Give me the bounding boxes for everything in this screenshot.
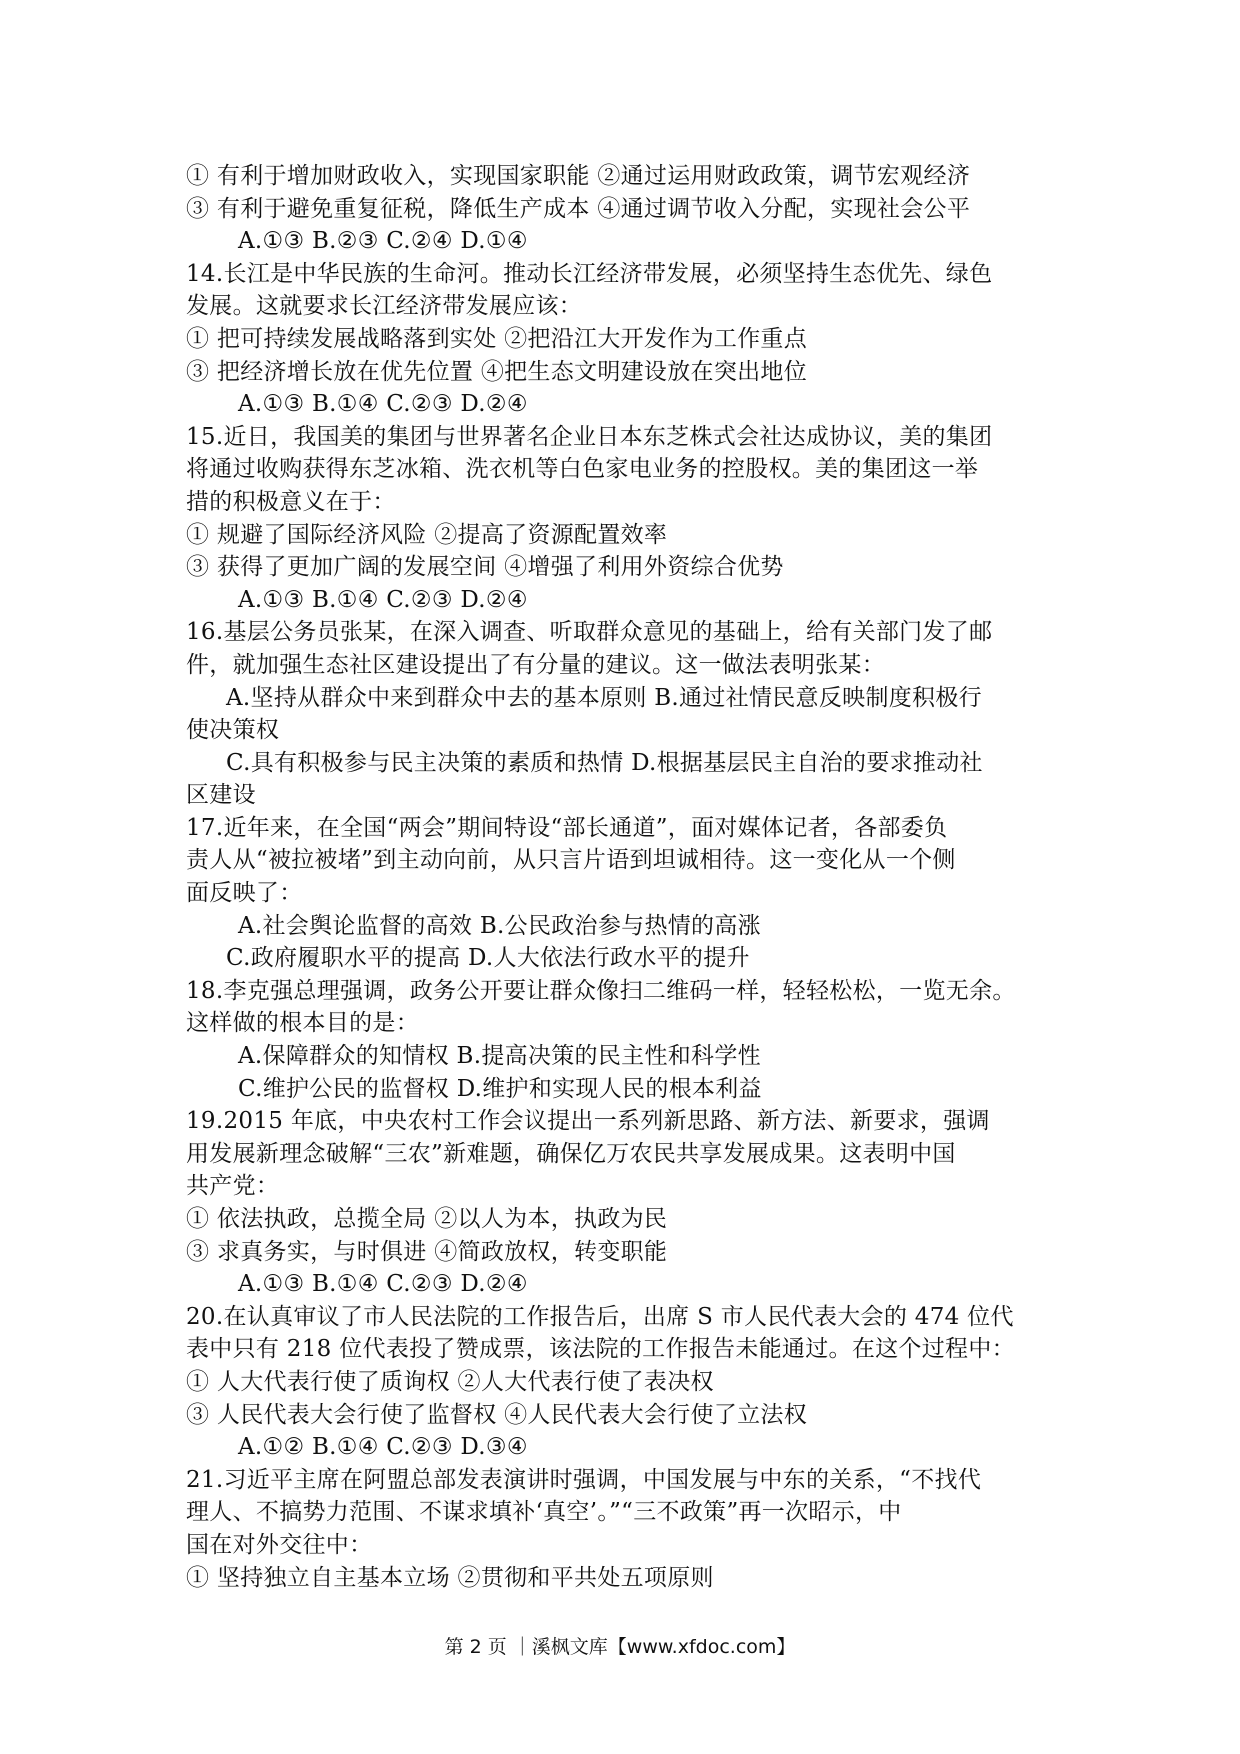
question-21-item-1: ① 坚持独立自主基本立场 ②贯彻和平共处五项原则 (186, 1564, 714, 1591)
question-16-option-cd-cont: 区建设 (186, 782, 256, 809)
question-19-cont-2: 共产党： (186, 1173, 280, 1200)
text-line-1: ① 有利于增加财政收入，实现国家职能 ②通过运用财政政策，调节宏观经济 (186, 163, 971, 189)
question-19-item-1: ① 依法执政，总揽全局 ②以人为本，执政为民 (186, 1206, 668, 1232)
question-14: 14.长江是中华民族的生命河。推动长江经济带发展，必须坚持生态优先、绿色 (186, 260, 993, 287)
question-20-cont: 表中只有 218 位代表投了赞成票，该法院的工作报告未能通过。在这个过程中： (186, 1336, 1015, 1363)
question-19-item-2: ③ 求真务实，与时俱进 ④简政放权，转变职能 (186, 1238, 668, 1265)
question-20: 20.在认真审议了市人民法院的工作报告后，出席 S 市人民代表大会的 474 位代 (186, 1303, 1014, 1330)
question-17-option-ab: A.社会舆论监督的高效 B.公民政治参与热情的高涨 (238, 912, 761, 939)
question-21-cont-1: 理人、不搞势力范围、不谋求填补‘真空’。”“三不政策”再一次昭示，中 (186, 1499, 902, 1526)
question-18-cont: 这样做的根本目的是： (186, 1010, 419, 1037)
question-16-cont: 件，就加强生态社区建设提出了有分量的建议。这一做法表明张某： (186, 651, 885, 678)
answer-options-14: A.①③ B.①④ C.②③ D.②④ (238, 391, 528, 418)
question-15-item-1: ① 规避了国际经济风险 ②提高了资源配置效率 (186, 521, 668, 548)
question-19-cont-1: 用发展新理念破解“三农”新难题，确保亿万农民共享发展成果。这表明中国 (186, 1140, 956, 1167)
question-16: 16.基层公务员张某，在深入调查、听取群众意见的基础上，给有关部门发了邮 (186, 619, 993, 646)
question-15-item-2: ③ 获得了更加广阔的发展空间 ④增强了利用外资综合优势 (186, 554, 784, 581)
question-15-cont-2: 措的积极意义在于： (186, 488, 396, 515)
question-19: 19.2015 年底，中央农村工作会议提出一系列新思路、新方法、新要求，强调 (186, 1108, 990, 1135)
question-16-option-ab-cont: 使决策权 (186, 717, 280, 744)
question-18: 18.李克强总理强调，政务公开要让群众像扫二维码一样，轻轻松松，一览无余。 (186, 977, 1016, 1004)
page-footer: 第 2 页 ｜溪枫文库【www.xfdoc.com】 (444, 1636, 796, 1658)
question-17-option-cd: C.政府履职水平的提高 D.人大依法行政水平的提升 (226, 945, 750, 972)
question-17-cont-1: 责人从“被拉被堵”到主动向前，从只言片语到坦诚相待。这一变化从一个侧 (186, 847, 956, 874)
question-17-cont-2: 面反映了： (186, 880, 303, 907)
question-18-option-cd: C.维护公民的监督权 D.维护和实现人民的根本利益 (238, 1075, 762, 1102)
question-14-item-2: ③ 把经济增长放在优先位置 ④把生态文明建设放在突出地位 (186, 358, 808, 385)
question-15-cont-1: 将通过收购获得东芝冰箱、洗衣机等白色家电业务的控股权。美的集团这一举 (186, 456, 979, 483)
question-21: 21.习近平主席在阿盟总部发表演讲时强调，中国发展与中东的关系，“不找代 (186, 1466, 982, 1493)
document-body (186, 160, 1066, 1594)
question-15: 15.近日，我国美的集团与世界著名企业日本东芝株式会社达成协议，美的集团 (186, 423, 993, 450)
question-20-item-2: ③ 人民代表大会行使了监督权 ④人民代表大会行使了立法权 (186, 1401, 808, 1428)
question-14-cont: 发展。这就要求长江经济带发展应该： (186, 293, 583, 320)
answer-options-19: A.①③ B.①④ C.②③ D.②④ (238, 1271, 528, 1298)
question-14-item-1: ① 把可持续发展战略落到实处 ②把沿江大开发作为工作重点 (186, 325, 808, 352)
text-line-2: ③ 有利于避免重复征税，降低生产成本 ④通过调节收入分配，实现社会公平 (186, 195, 971, 222)
question-16-option-ab: A.坚持从群众中来到群众中去的基本原则 B.通过社情民意反映制度积极行 (226, 684, 982, 711)
question-21-cont-2: 国在对外交往中： (186, 1531, 373, 1558)
answer-options-13: A.①③ B.②③ C.②④ D.①④ (238, 228, 528, 255)
question-17: 17.近年来，在全国“两会”期间特设“部长通道”，面对媒体记者，各部委负 (186, 814, 948, 841)
answer-options-20: A.①② B.①④ C.②③ D.③④ (238, 1434, 528, 1461)
question-20-item-1: ① 人大代表行使了质询权 ②人大代表行使了表决权 (186, 1368, 714, 1395)
answer-options-15: A.①③ B.①④ C.②③ D.②④ (238, 586, 528, 613)
question-18-option-ab: A.保障群众的知情权 B.提高决策的民主性和科学性 (238, 1043, 761, 1070)
question-16-option-cd: C.具有积极参与民主决策的素质和热情 D.根据基层民主自治的要求推动社 (226, 749, 983, 776)
